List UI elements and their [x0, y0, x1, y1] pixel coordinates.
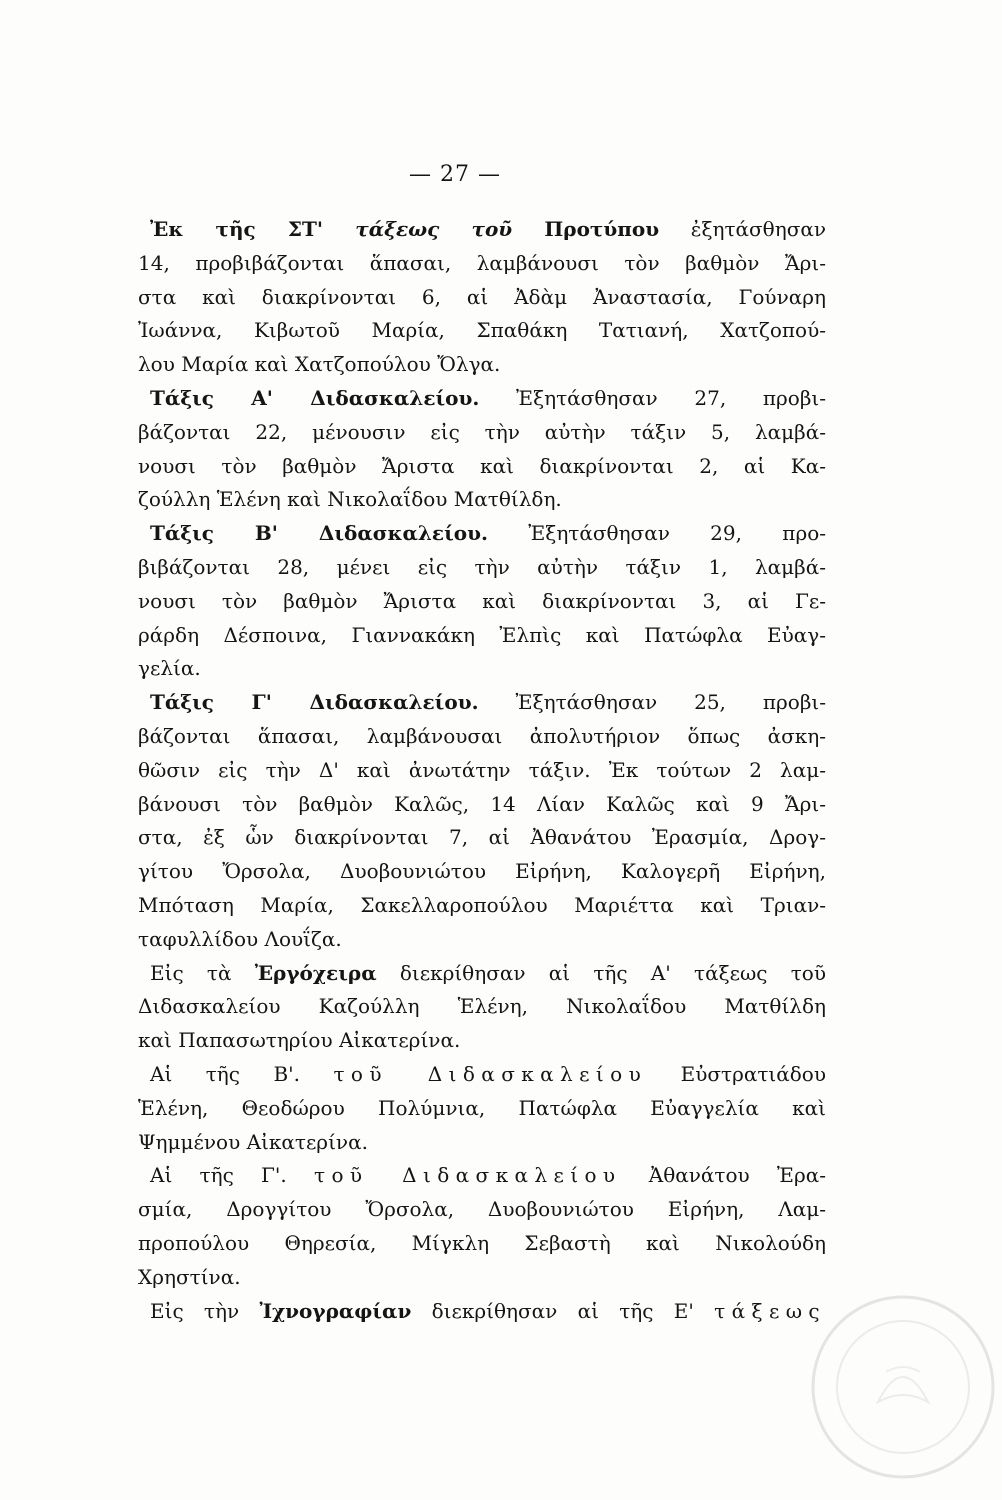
text-run: γελία.	[138, 656, 201, 681]
text-run: νουσι τὸν βαθμὸν Ἄριστα καὶ διακρίνονται 2, αἱ Κα-	[138, 453, 826, 478]
paragraph	[138, 382, 826, 517]
text-run: Ἐξητάσθησαν 29, προ-	[487, 521, 826, 546]
text-line	[138, 348, 826, 382]
text-run: Ἐξητάσθησαν 25, προβι-	[478, 690, 826, 715]
paragraph	[138, 1159, 826, 1294]
text-line	[138, 855, 826, 889]
text-run: Ἀθανάτου Ἐρα-	[621, 1163, 826, 1188]
text-line	[138, 957, 826, 991]
text-run: διεκρίθησαν αἱ τῆς Α' τάξεως τοῦ	[376, 960, 826, 985]
text-run: Ἰωάννα, Κιβωτοῦ Μαρία, Σπαθάκη Τατιανή, Χατζοπού-	[138, 318, 826, 343]
text-line	[138, 1227, 826, 1261]
text-run: στα καὶ διακρίνονται 6, αἱ Ἀδὰμ Ἀναστασία, Γούναρη	[138, 284, 826, 309]
text-line	[138, 1261, 826, 1295]
text-line	[138, 1193, 826, 1227]
paragraph	[138, 686, 826, 956]
paragraph-heading: Τάξις Γ' Διδασκαλείου.	[150, 690, 479, 715]
text-run: Ἑλένη, Θεοδώρου Πολύμνια, Πατώφλα Εὐαγγελία καὶ	[138, 1095, 826, 1120]
text-line	[138, 1092, 826, 1126]
text-run: βάζονται 22, μένουσιν εἰς τὴν αὐτὴν τάξιν 5, λαμβά-	[138, 419, 826, 444]
text-line	[138, 652, 826, 686]
text-line	[138, 314, 826, 348]
text-run: Εἰς τὰ	[150, 960, 255, 985]
text-run: Μπόταση Μαρία, Σακελλαροπούλου Μαριέττα καὶ Τριαν-	[138, 892, 826, 917]
spaced-text: τάξεως	[714, 1298, 827, 1323]
text-run: νουσι τὸν βαθμὸν Ἄριστα καὶ διακρίνονται 3, αἱ Γε-	[138, 588, 826, 613]
text-line	[138, 281, 826, 315]
text-run: ταφυλλίδου Λουΐζα.	[138, 926, 342, 951]
text-line	[138, 213, 826, 247]
text-line	[138, 517, 826, 551]
paragraph-heading: Ἐκ τῆς ΣΤ'	[150, 217, 356, 241]
text-run: καὶ Παπασωτηρίου Αἰκατερίνα.	[138, 1028, 461, 1053]
text-run: λου Μαρία καὶ Χατζοπούλου Ὄλγα.	[138, 352, 501, 377]
text-run: διεκρίθησαν αἱ τῆς Ε'	[411, 1298, 715, 1323]
page-number: — 27 —	[409, 162, 501, 187]
paragraph	[138, 1058, 826, 1159]
text-run: σμία, Δρογγίτου Ὄρσολα, Δυοβουνιώτου Εἰρήνη, Λαμ-	[138, 1197, 826, 1222]
text-line	[138, 483, 826, 517]
text-run: Ἐξητάσθησαν 27, προβι-	[479, 385, 826, 410]
text-line	[138, 990, 826, 1024]
text-line	[138, 923, 826, 957]
paragraph	[138, 1295, 826, 1329]
text-run: ζούλλη Ἑλένη καὶ Νικολαΐδου Ματθίλδη.	[138, 487, 562, 512]
text-run: γίτου Ὄρσολα, Δυοβουνιώτου Εἰρήνη, Καλογερῆ Εἰρήνη,	[138, 859, 826, 884]
text-line	[138, 1126, 826, 1160]
page-text	[138, 213, 826, 1328]
text-run: ράρδη Δέσποινα, Γιαννακάκη Ἐλπὶς καὶ Πατώφλα Εὐαγ-	[138, 622, 826, 647]
text-line	[138, 585, 826, 619]
text-run: στα, ἐξ ὧν διακρίνονται 7, αἱ Ἀθανάτου Ἐρασμία, Δρογ-	[138, 825, 826, 850]
text-line	[138, 754, 826, 788]
text-line	[138, 247, 826, 281]
text-line	[138, 788, 826, 822]
paragraph	[138, 957, 826, 1058]
text-line	[138, 889, 826, 923]
text-run: Εἰς τὴν	[150, 1298, 260, 1323]
paragraph-heading: τάξεως τοῦ	[355, 217, 513, 241]
text-line	[138, 1058, 826, 1092]
text-run: Εὐστρατιάδου	[647, 1061, 826, 1086]
emphasized-term: Ἰχνογραφίαν	[259, 1298, 412, 1323]
text-run: βάζονται ἅπασαι, λαμβάνουσαι ἀπολυτήριον ὅπως ἀσκη-	[138, 723, 826, 748]
text-run: Αἱ τῆς Γ'.	[150, 1163, 315, 1188]
paragraph-heading: Προτύπου	[512, 217, 660, 241]
text-line	[138, 720, 826, 754]
text-run: ἐξητάσθησαν	[659, 217, 827, 241]
text-line	[138, 382, 826, 416]
library-stamp	[808, 1292, 998, 1482]
text-run: Χρηστίνα.	[138, 1264, 241, 1289]
paragraph-heading: Τάξις Α' Διδασκαλείου.	[150, 385, 480, 410]
text-line	[138, 1024, 826, 1058]
text-run: προπούλου Θηρεσία, Μίγκλη Σεβαστὴ καὶ Νικολούδη	[138, 1230, 826, 1255]
text-run: βιβάζονται 28, μένει εἰς τὴν αὐτὴν τάξιν 1, λαμβά-	[138, 554, 826, 579]
text-line	[138, 416, 826, 450]
paragraph	[138, 213, 826, 382]
text-run: Αἱ τῆς Β'.	[150, 1061, 334, 1086]
text-line	[138, 619, 826, 653]
text-run: Ψημμένου Αἰκατερίνα.	[138, 1129, 368, 1154]
spaced-text: τοῦ Διδασκαλείου	[314, 1163, 622, 1188]
text-line	[138, 450, 826, 484]
text-line	[138, 686, 826, 720]
text-line	[138, 1295, 826, 1329]
text-run: θῶσιν εἰς τὴν Δ' καὶ ἀνωτάτην τάξιν. Ἐκ τούτων 2 λαμ-	[138, 757, 826, 782]
text-run: βάνουσι τὸν βαθμὸν Καλῶς, 14 Λίαν Καλῶς καὶ 9 Ἄρι-	[138, 791, 826, 816]
text-line	[138, 551, 826, 585]
text-run: 14, προβιβάζονται ἅπασαι, λαμβάνουσι τὸν βαθμὸν Ἄρι-	[138, 250, 826, 275]
text-line	[138, 821, 826, 855]
paragraph-heading: Τάξις Β' Διδασκαλείου.	[150, 521, 488, 546]
spaced-text: τοῦ Διδασκαλείου	[333, 1061, 648, 1086]
paragraph	[138, 517, 826, 686]
text-line	[138, 1159, 826, 1193]
emphasized-term: Ἐργόχειρα	[254, 960, 377, 985]
text-run: Διδασκαλείου Καζούλλη Ἑλένη, Νικολαΐδου Ματθίλδη	[138, 994, 826, 1019]
